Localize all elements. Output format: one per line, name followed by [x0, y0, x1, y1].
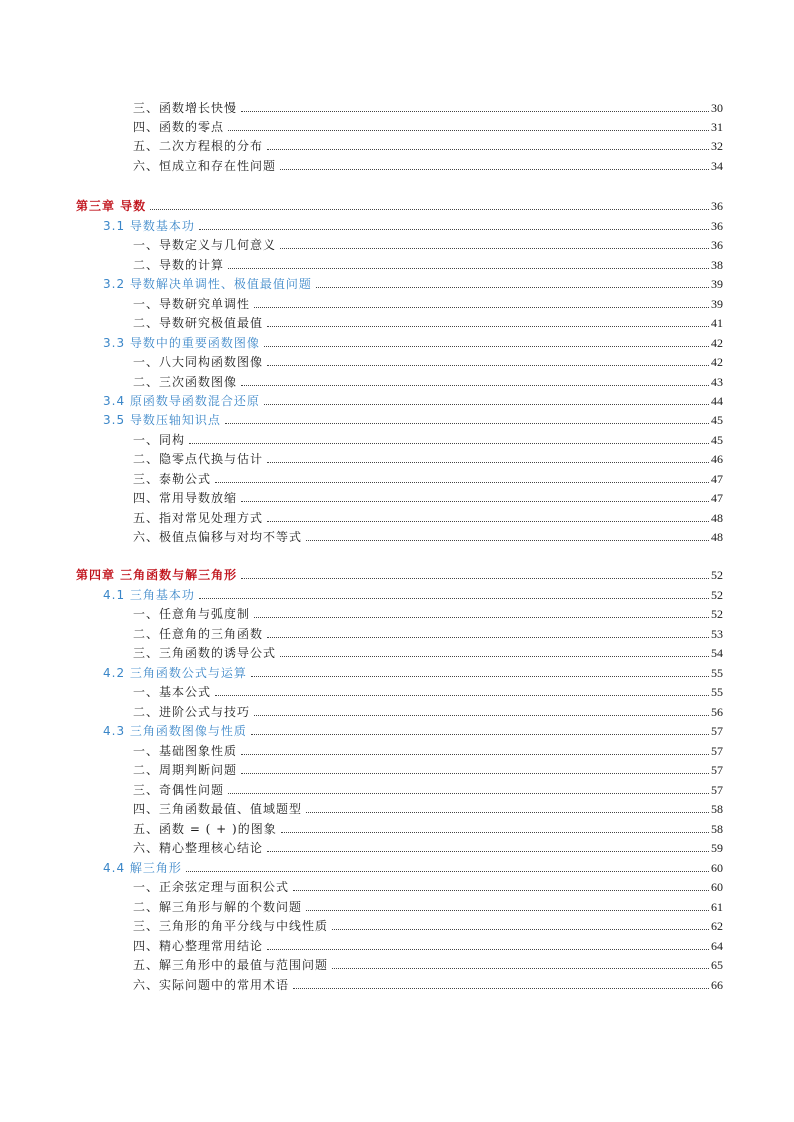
toc-label: 六、恒成立和存在性问题 — [133, 159, 277, 173]
toc-item[interactable] — [133, 487, 723, 505]
toc-page-number: 38 — [711, 258, 723, 272]
toc-item[interactable] — [133, 935, 723, 953]
toc-item[interactable] — [133, 448, 723, 466]
toc-item[interactable] — [133, 155, 723, 173]
toc-label: 第四章 三角函数与解三角形 — [76, 568, 238, 582]
dot-leader — [267, 462, 709, 463]
toc-item[interactable] — [133, 681, 723, 699]
toc-label: 二、进阶公式与技巧 — [133, 705, 251, 719]
toc-item[interactable] — [133, 837, 723, 855]
toc-label: 三、函数增长快慢 — [133, 101, 238, 115]
toc-label: 4.1 三角基本功 — [103, 588, 195, 602]
toc-page-number: 66 — [711, 978, 723, 992]
toc-page-number: 41 — [711, 316, 723, 330]
toc-page-number: 57 — [711, 763, 723, 777]
dot-leader — [280, 656, 709, 657]
toc-section[interactable] — [103, 720, 723, 738]
toc-label: 一、正余弦定理与面积公式 — [133, 880, 290, 894]
toc-label: 3.1 导数基本功 — [103, 219, 195, 233]
toc-page-number: 45 — [711, 433, 723, 447]
dot-leader — [267, 365, 709, 366]
toc-label: 一、基本公式 — [133, 685, 212, 699]
toc-item[interactable] — [133, 312, 723, 330]
toc-page-number: 48 — [711, 511, 723, 525]
toc-item[interactable] — [133, 974, 723, 992]
toc-page-number: 43 — [711, 375, 723, 389]
dot-leader — [267, 851, 709, 852]
dot-leader — [267, 637, 709, 638]
toc-item[interactable] — [133, 701, 723, 719]
toc-item[interactable] — [133, 642, 723, 660]
toc-section[interactable] — [103, 215, 723, 233]
toc-label: 五、二次方程根的分布 — [133, 139, 264, 153]
dot-leader — [254, 617, 709, 618]
toc-section[interactable] — [103, 332, 723, 350]
toc-label: 3.2 导数解决单调性、极值最值问题 — [103, 277, 312, 291]
toc-page-number: 57 — [711, 744, 723, 758]
toc-label: 三、三角形的角平分线与中线性质 — [133, 919, 329, 933]
toc-label: 一、任意角与弧度制 — [133, 607, 251, 621]
toc-label: 一、导数研究单调性 — [133, 297, 251, 311]
dot-leader — [306, 540, 709, 541]
toc-item[interactable] — [133, 351, 723, 369]
toc-item[interactable] — [133, 429, 723, 447]
dot-leader — [267, 949, 709, 950]
dot-leader — [215, 695, 709, 696]
toc-page-number: 36 — [711, 238, 723, 252]
toc-page-number: 65 — [711, 958, 723, 972]
toc-label: 四、三角函数最值、值域题型 — [133, 802, 303, 816]
toc-page-number: 55 — [711, 666, 723, 680]
toc-label: 4.4 解三角形 — [103, 861, 182, 875]
toc-page-number: 54 — [711, 646, 723, 660]
toc-page-number: 46 — [711, 452, 723, 466]
toc-item[interactable] — [133, 740, 723, 758]
toc-label: 四、函数的零点 — [133, 120, 225, 134]
toc-label: 六、精心整理核心结论 — [133, 841, 264, 855]
toc-item[interactable] — [133, 603, 723, 621]
toc-label: 4.3 三角函数图像与性质 — [103, 724, 247, 738]
dot-leader — [189, 443, 709, 444]
toc-label: 4.2 三角函数公式与运算 — [103, 666, 247, 680]
dot-leader — [306, 910, 709, 911]
dot-leader — [254, 307, 709, 308]
toc-label: 六、实际问题中的常用术语 — [133, 978, 290, 992]
toc-label: 五、指对常见处理方式 — [133, 511, 264, 525]
toc-page-number: 57 — [711, 724, 723, 738]
toc-item[interactable] — [133, 234, 723, 252]
toc-item[interactable] — [133, 818, 723, 836]
dot-leader — [199, 598, 709, 599]
toc-page-number: 42 — [711, 336, 723, 350]
toc-label: 二、解三角形与解的个数问题 — [133, 900, 303, 914]
dot-leader — [306, 812, 709, 813]
toc-item[interactable] — [133, 623, 723, 641]
dot-leader — [241, 754, 709, 755]
toc-page-number: 44 — [711, 394, 723, 408]
toc-page-number: 64 — [711, 939, 723, 953]
toc-label: 一、导数定义与几何意义 — [133, 238, 277, 252]
toc-section[interactable] — [103, 409, 723, 427]
toc-item[interactable] — [133, 116, 723, 134]
toc-page-number: 62 — [711, 919, 723, 933]
toc-page-number: 34 — [711, 159, 723, 173]
toc-item[interactable] — [133, 293, 723, 311]
dot-leader — [264, 346, 709, 347]
dot-leader — [293, 988, 709, 989]
toc-section[interactable] — [103, 857, 723, 875]
toc-item[interactable] — [133, 468, 723, 486]
toc-label: 五、函数 = ( + )的图象 — [133, 822, 277, 836]
dot-leader — [316, 287, 709, 288]
toc-item[interactable] — [133, 915, 723, 933]
toc-page-number: 48 — [711, 530, 723, 544]
dot-leader — [228, 793, 709, 794]
toc-label: 四、常用导数放缩 — [133, 491, 238, 505]
dot-leader — [267, 326, 709, 327]
toc-item[interactable] — [133, 371, 723, 389]
toc-page-number: 52 — [711, 607, 723, 621]
toc-label: 一、同构 — [133, 433, 186, 447]
toc-label: 五、解三角形中的最值与范围问题 — [133, 958, 329, 972]
toc-page-number: 58 — [711, 802, 723, 816]
toc-label: 三、三角函数的诱导公式 — [133, 646, 277, 660]
toc-page-number: 30 — [711, 101, 723, 115]
toc-page-number: 61 — [711, 900, 723, 914]
toc-page-number: 55 — [711, 685, 723, 699]
dot-leader — [267, 149, 709, 150]
toc-page-number: 58 — [711, 822, 723, 836]
toc-section[interactable] — [103, 584, 723, 602]
toc-chapter[interactable] — [76, 564, 723, 582]
toc-page-number: 45 — [711, 413, 723, 427]
toc-page-number: 60 — [711, 861, 723, 875]
toc-section[interactable] — [103, 662, 723, 680]
dot-leader — [254, 715, 709, 716]
toc-page-number: 57 — [711, 783, 723, 797]
toc-item[interactable] — [133, 97, 723, 115]
dot-leader — [332, 968, 709, 969]
dot-leader — [293, 890, 709, 891]
toc-label: 二、三次函数图像 — [133, 375, 238, 389]
toc-page-number: 52 — [711, 568, 723, 582]
dot-leader — [332, 929, 709, 930]
toc-item[interactable] — [133, 798, 723, 816]
dot-leader — [264, 404, 709, 405]
toc-page-number: 36 — [711, 199, 723, 213]
dot-leader — [225, 423, 709, 424]
dot-leader — [199, 229, 709, 230]
toc-item[interactable] — [133, 507, 723, 525]
toc-item[interactable] — [133, 954, 723, 972]
toc-page-number: 32 — [711, 139, 723, 153]
toc-page-number: 56 — [711, 705, 723, 719]
toc-page-number: 31 — [711, 120, 723, 134]
toc-label: 三、奇偶性问题 — [133, 783, 225, 797]
toc-label: 3.5 导数压轴知识点 — [103, 413, 221, 427]
toc-label: 二、周期判断问题 — [133, 763, 238, 777]
toc-label: 3.4 原函数导函数混合还原 — [103, 394, 260, 408]
toc-label: 一、八大同构函数图像 — [133, 355, 264, 369]
toc-label: 二、隐零点代换与估计 — [133, 452, 264, 466]
toc-page-number: 52 — [711, 588, 723, 602]
dot-leader — [267, 521, 709, 522]
toc-page-number: 39 — [711, 297, 723, 311]
toc-label: 二、任意角的三角函数 — [133, 627, 264, 641]
dot-leader — [241, 111, 709, 112]
toc-section[interactable] — [103, 273, 723, 291]
toc-page-number: 53 — [711, 627, 723, 641]
toc-item[interactable] — [133, 135, 723, 153]
toc-label: 二、导数的计算 — [133, 258, 225, 272]
toc-label: 二、导数研究极值最值 — [133, 316, 264, 330]
toc-page-number: 60 — [711, 880, 723, 894]
toc-item[interactable] — [133, 254, 723, 272]
toc-item[interactable] — [133, 896, 723, 914]
toc-page-number: 47 — [711, 472, 723, 486]
toc-label: 四、精心整理常用结论 — [133, 939, 264, 953]
toc-label: 3.3 导数中的重要函数图像 — [103, 336, 260, 350]
dot-leader — [280, 169, 709, 170]
toc-section[interactable] — [103, 390, 723, 408]
toc-label: 三、泰勒公式 — [133, 472, 212, 486]
dot-leader — [281, 832, 709, 833]
toc-label: 六、极值点偏移与对均不等式 — [133, 530, 303, 544]
toc-item[interactable] — [133, 876, 723, 894]
toc-page-number: 39 — [711, 277, 723, 291]
dot-leader — [280, 248, 709, 249]
toc-chapter[interactable] — [76, 195, 723, 213]
dot-leader — [251, 676, 709, 677]
toc-page-number: 36 — [711, 219, 723, 233]
dot-leader — [251, 734, 709, 735]
dot-leader — [186, 871, 709, 872]
dot-leader — [228, 268, 709, 269]
toc-item[interactable] — [133, 779, 723, 797]
toc-page-number: 47 — [711, 491, 723, 505]
dot-leader — [241, 501, 709, 502]
dot-leader — [241, 773, 709, 774]
toc-page-number: 42 — [711, 355, 723, 369]
toc-label: 第三章 导数 — [76, 199, 147, 213]
toc-item[interactable] — [133, 526, 723, 544]
toc-label: 一、基础图象性质 — [133, 744, 238, 758]
toc-page-number: 59 — [711, 841, 723, 855]
dot-leader — [150, 209, 709, 210]
dot-leader — [241, 578, 709, 579]
dot-leader — [215, 482, 709, 483]
toc-item[interactable] — [133, 759, 723, 777]
dot-leader — [241, 385, 709, 386]
dot-leader — [228, 130, 709, 131]
